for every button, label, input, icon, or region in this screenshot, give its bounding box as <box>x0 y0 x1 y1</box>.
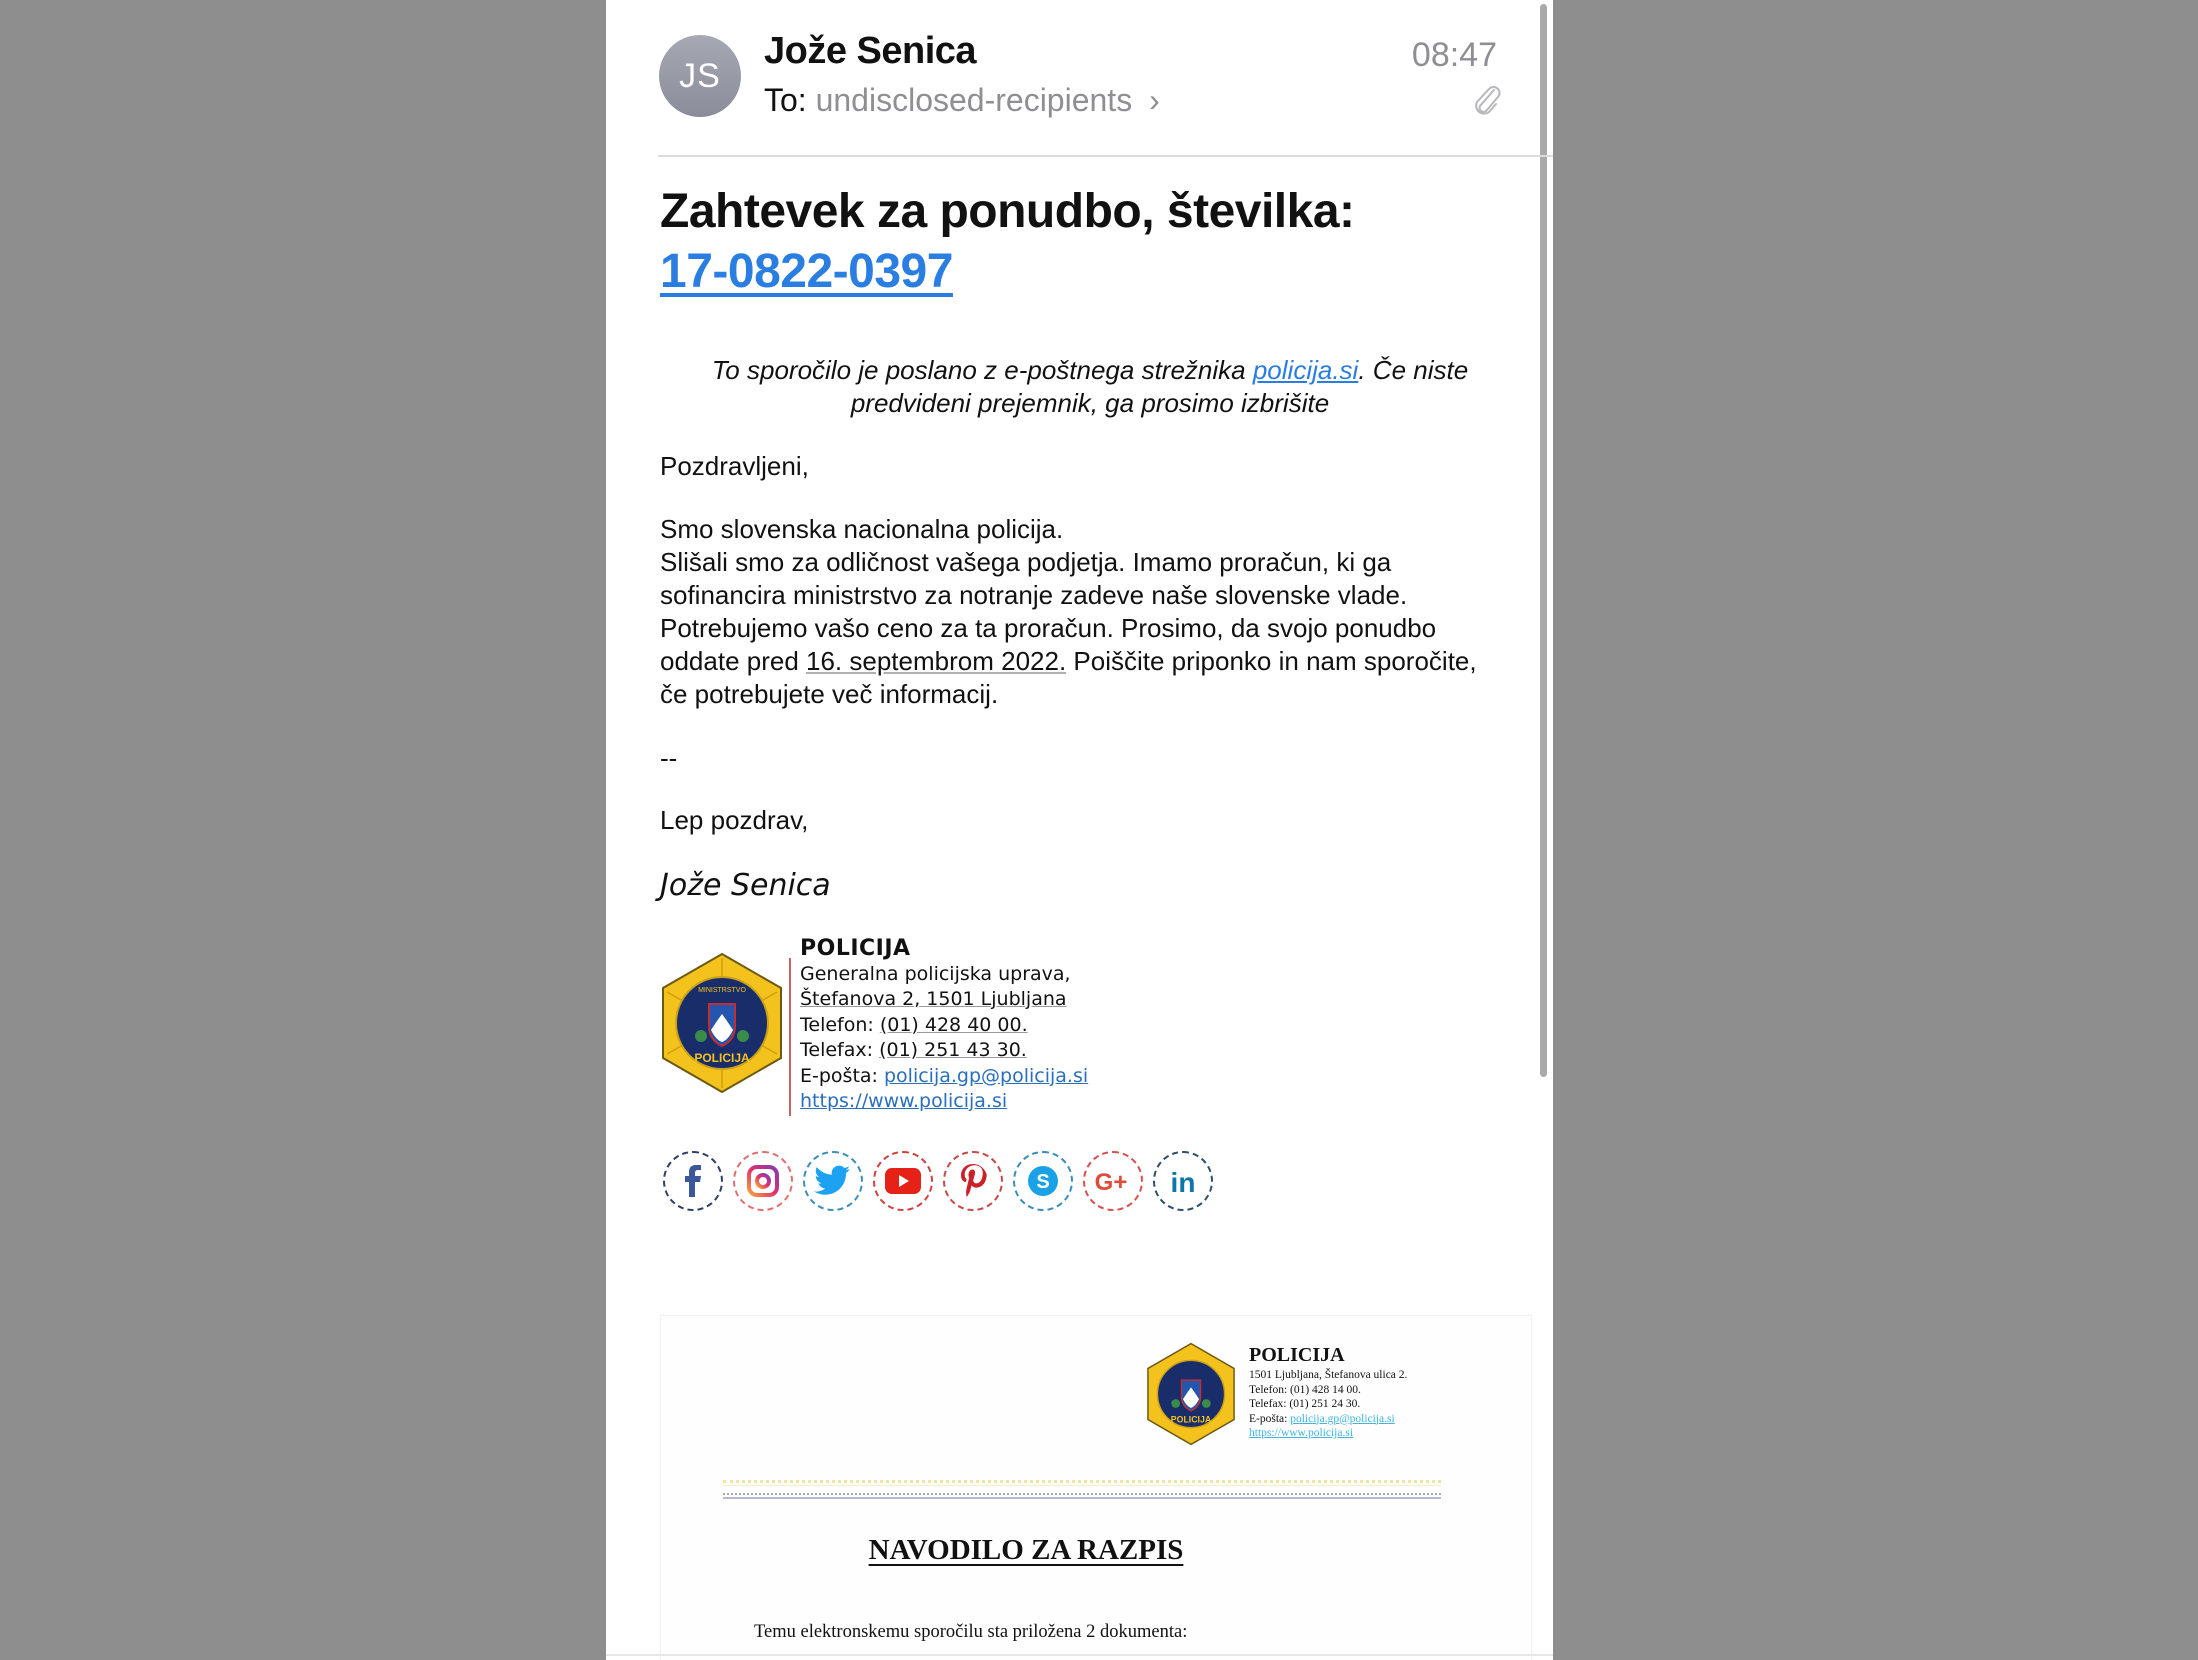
signature-block <box>800 936 1088 1115</box>
sender-notice <box>660 354 1520 420</box>
notice-text: To sporočilo je poslano z e-poštnega strežnika <box>711 355 1253 385</box>
notice-text-end: . Če niste predvideni prejemnik, ga prosimo izbrišite <box>850 355 1469 418</box>
received-time: 08:47 <box>1411 36 1497 74</box>
attachment-preview[interactable] <box>660 1315 1532 1660</box>
skype-icon[interactable] <box>1013 1151 1073 1211</box>
google-plus-icon[interactable] <box>1083 1151 1143 1211</box>
letterhead-website-link[interactable]: https://www.policija.si <box>1249 1427 1354 1439</box>
youtube-icon[interactable] <box>873 1151 933 1211</box>
to-label: To: <box>764 82 807 118</box>
letterhead-fax: Telefax: (01) 251 24 30. <box>1249 1398 1361 1410</box>
signature-org: POLICIJA <box>800 936 911 961</box>
attachment-letterhead <box>1249 1342 1407 1441</box>
signature-separator: -- <box>660 743 678 773</box>
website-link[interactable]: https://www.policija.si <box>800 1090 1008 1112</box>
letterhead-org: POLICIJA <box>1249 1344 1345 1366</box>
scrollbar[interactable] <box>1540 4 1547 1077</box>
svg-text:MINISTRSTVO: MINISTRSTVO <box>698 987 746 994</box>
decorative-rule <box>723 1480 1441 1483</box>
body-line: Potrebujemo vašo ceno za ta proračun. Prosimo, da svojo ponudbo <box>660 613 1437 643</box>
svg-text:POLICIJA: POLICIJA <box>694 1051 750 1065</box>
instagram-icon[interactable] <box>733 1151 793 1211</box>
body-line: oddate pred 16. septembrom 2022. Poiščite priponko in nam sporočite, <box>660 646 1477 676</box>
sender-name[interactable]: Jože Senica <box>764 30 977 72</box>
signature-email: E-pošta: policija.gp@policija.si <box>800 1064 1089 1087</box>
decorative-rule <box>723 1497 1441 1499</box>
recipients-value[interactable]: undisclosed-recipients <box>815 82 1133 118</box>
svg-text:in: in <box>1170 1167 1196 1197</box>
social-icons <box>663 1151 1213 1211</box>
linkedin-icon[interactable] <box>1153 1151 1213 1211</box>
twitter-icon[interactable] <box>803 1151 863 1211</box>
signature-phone: Telefon: (01) 428 40 00. <box>800 1013 1028 1036</box>
attachment-title: NAVODILO ZA RAZPIS <box>868 1534 1184 1566</box>
body-line: Slišali smo za odličnost vašega podjetja. Imamo proračun, ki ga <box>660 547 1392 577</box>
signature-name: Jože Senica <box>660 868 831 903</box>
chevron-right-icon[interactable]: › <box>1149 82 1160 118</box>
facebook-icon[interactable] <box>663 1151 723 1211</box>
body-paragraph <box>660 513 1540 711</box>
body-line: če potrebujete več informacij. <box>660 679 999 709</box>
email-view <box>606 0 1553 1660</box>
email-subject <box>660 182 1520 302</box>
email-link[interactable]: policija.gp@policija.si <box>883 1064 1089 1087</box>
attachment-paragraph: Temu elektronskemu sporočilu sta priložena 2 dokumenta: <box>754 1622 1188 1642</box>
svg-text:S: S <box>1036 1171 1050 1193</box>
policija-link[interactable]: policija.si <box>1252 355 1359 385</box>
paperclip-icon <box>1472 84 1502 118</box>
letterhead-phone: Telefon: (01) 428 14 00. <box>1249 1383 1361 1396</box>
subject-text: Zahtevek za ponudbo, številka: <box>660 185 1355 238</box>
closing: Lep pozdrav, <box>660 805 809 835</box>
body-line: sofinancira ministrstvo za notranje zadeve naše slovenske vlade. <box>660 580 1408 610</box>
police-badge-icon <box>659 952 785 1094</box>
request-number-link[interactable]: 17-0822-0397 <box>660 245 953 298</box>
signature-line: Generalna policijska uprava, <box>800 962 1071 985</box>
recipients-row[interactable] <box>764 82 1160 119</box>
police-badge-icon <box>1145 1342 1237 1446</box>
deadline-date[interactable]: 16. septembrom 2022. <box>806 646 1067 676</box>
letterhead-email-link[interactable]: policija.gp@policija.si <box>1290 1412 1395 1425</box>
decorative-rule <box>723 1485 1441 1486</box>
body-line: Smo slovenska nacionalna policija. <box>660 514 1064 544</box>
letterhead-address: 1501 Ljubljana, Štefanova ulica 2. <box>1249 1369 1408 1381</box>
decorative-rule <box>723 1493 1441 1495</box>
signature-address[interactable]: Štefanova 2, 1501 Ljubljana <box>800 988 1067 1010</box>
signature-fax: Telefax: (01) 251 43 30. <box>800 1039 1027 1061</box>
bottom-edge <box>606 1654 1553 1656</box>
svg-text:G+: G+ <box>1094 1169 1128 1196</box>
greeting: Pozdravljeni, <box>660 451 809 481</box>
sender-avatar[interactable] <box>659 35 741 117</box>
letterhead-email: E-pošta: policija.gp@policija.si <box>1249 1412 1395 1425</box>
avatar-initials: JS <box>679 56 721 95</box>
svg-text:POLICIJA: POLICIJA <box>1170 1414 1212 1425</box>
pinterest-icon[interactable] <box>943 1151 1003 1211</box>
header-divider <box>658 155 1553 157</box>
signature-divider <box>789 958 791 1116</box>
